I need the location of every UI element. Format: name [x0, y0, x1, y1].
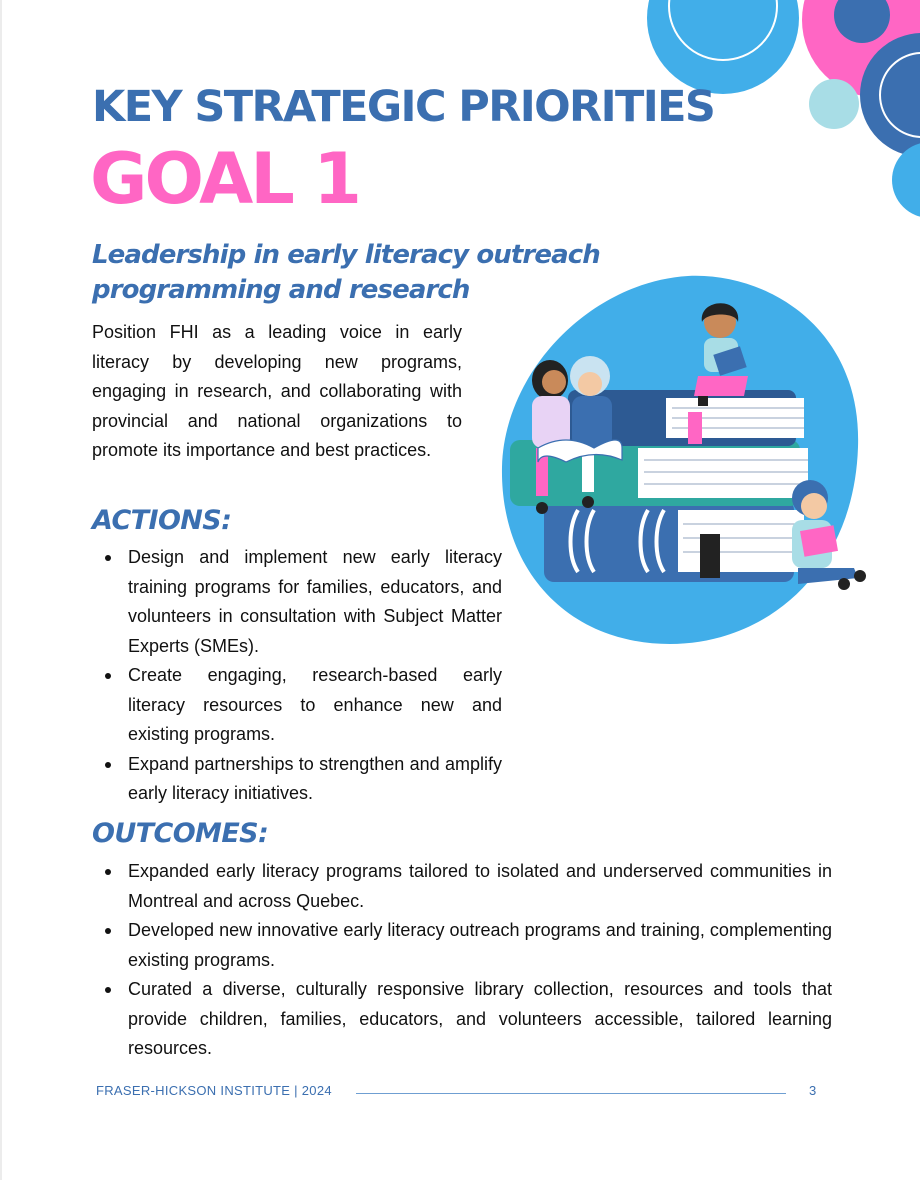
goal-subtitle: Leadership in early literacy outreach programming and research — [92, 240, 600, 305]
bullet-icon — [105, 928, 111, 934]
list-item — [92, 750, 502, 809]
list-item-text: Expand partnerships to strengthen and amplify early literacy initiatives. — [128, 753, 502, 803]
bullet-icon — [105, 555, 111, 561]
list-item-text: Developed new innovative early literacy outreach programs and training, complementing existing programs. — [128, 920, 832, 970]
light-circle — [809, 79, 859, 129]
list-item-text: Expanded early literacy programs tailored to isolated and underserved communities in Montreal and across Quebec. — [128, 861, 832, 911]
bottom-book — [544, 500, 804, 582]
footer-divider — [356, 1093, 786, 1094]
bullet-icon — [105, 869, 111, 875]
bullet-icon — [105, 987, 111, 993]
list-item-text: Create engaging, research-based early literacy resources to enhance new and existing programs. — [128, 665, 502, 744]
bullet-icon — [105, 673, 111, 679]
intro-paragraph: Position FHI as a leading voice in early literacy by developing new programs, engaging in research, and collaborating with provincial and national organizations to promote its importance and best practices. — [92, 322, 462, 460]
outcomes-heading: OUTCOMES: — [92, 818, 269, 849]
actions-list — [92, 543, 502, 809]
list-item — [92, 857, 832, 916]
list-item — [92, 661, 502, 750]
list-item — [92, 543, 502, 661]
page-number: 3 — [809, 1083, 817, 1098]
bullet-icon — [105, 762, 111, 768]
outcomes-list — [92, 857, 832, 1064]
list-item — [92, 975, 832, 1064]
children-reading-illustration — [498, 272, 878, 652]
actions-heading: ACTIONS: — [92, 505, 232, 536]
sky-bottom-circle — [892, 142, 920, 218]
list-item-text: Design and implement new early literacy training programs for families, educators, and volunteers in consultation with Subject Matter Experts (SMEs). — [128, 547, 502, 656]
list-item — [92, 916, 832, 975]
footer-org: FRASER-HICKSON INSTITUTE | 2024 — [96, 1083, 332, 1098]
list-item-text: Curated a diverse, culturally responsive library collection, resources and tools that provide children, families, educators, and volunteers accessible, tailored learning resources. — [128, 979, 832, 1058]
section-kicker: KEY STRATEGIC PRIORITIES — [92, 82, 715, 132]
goal-title: GOAL 1 — [90, 138, 359, 220]
